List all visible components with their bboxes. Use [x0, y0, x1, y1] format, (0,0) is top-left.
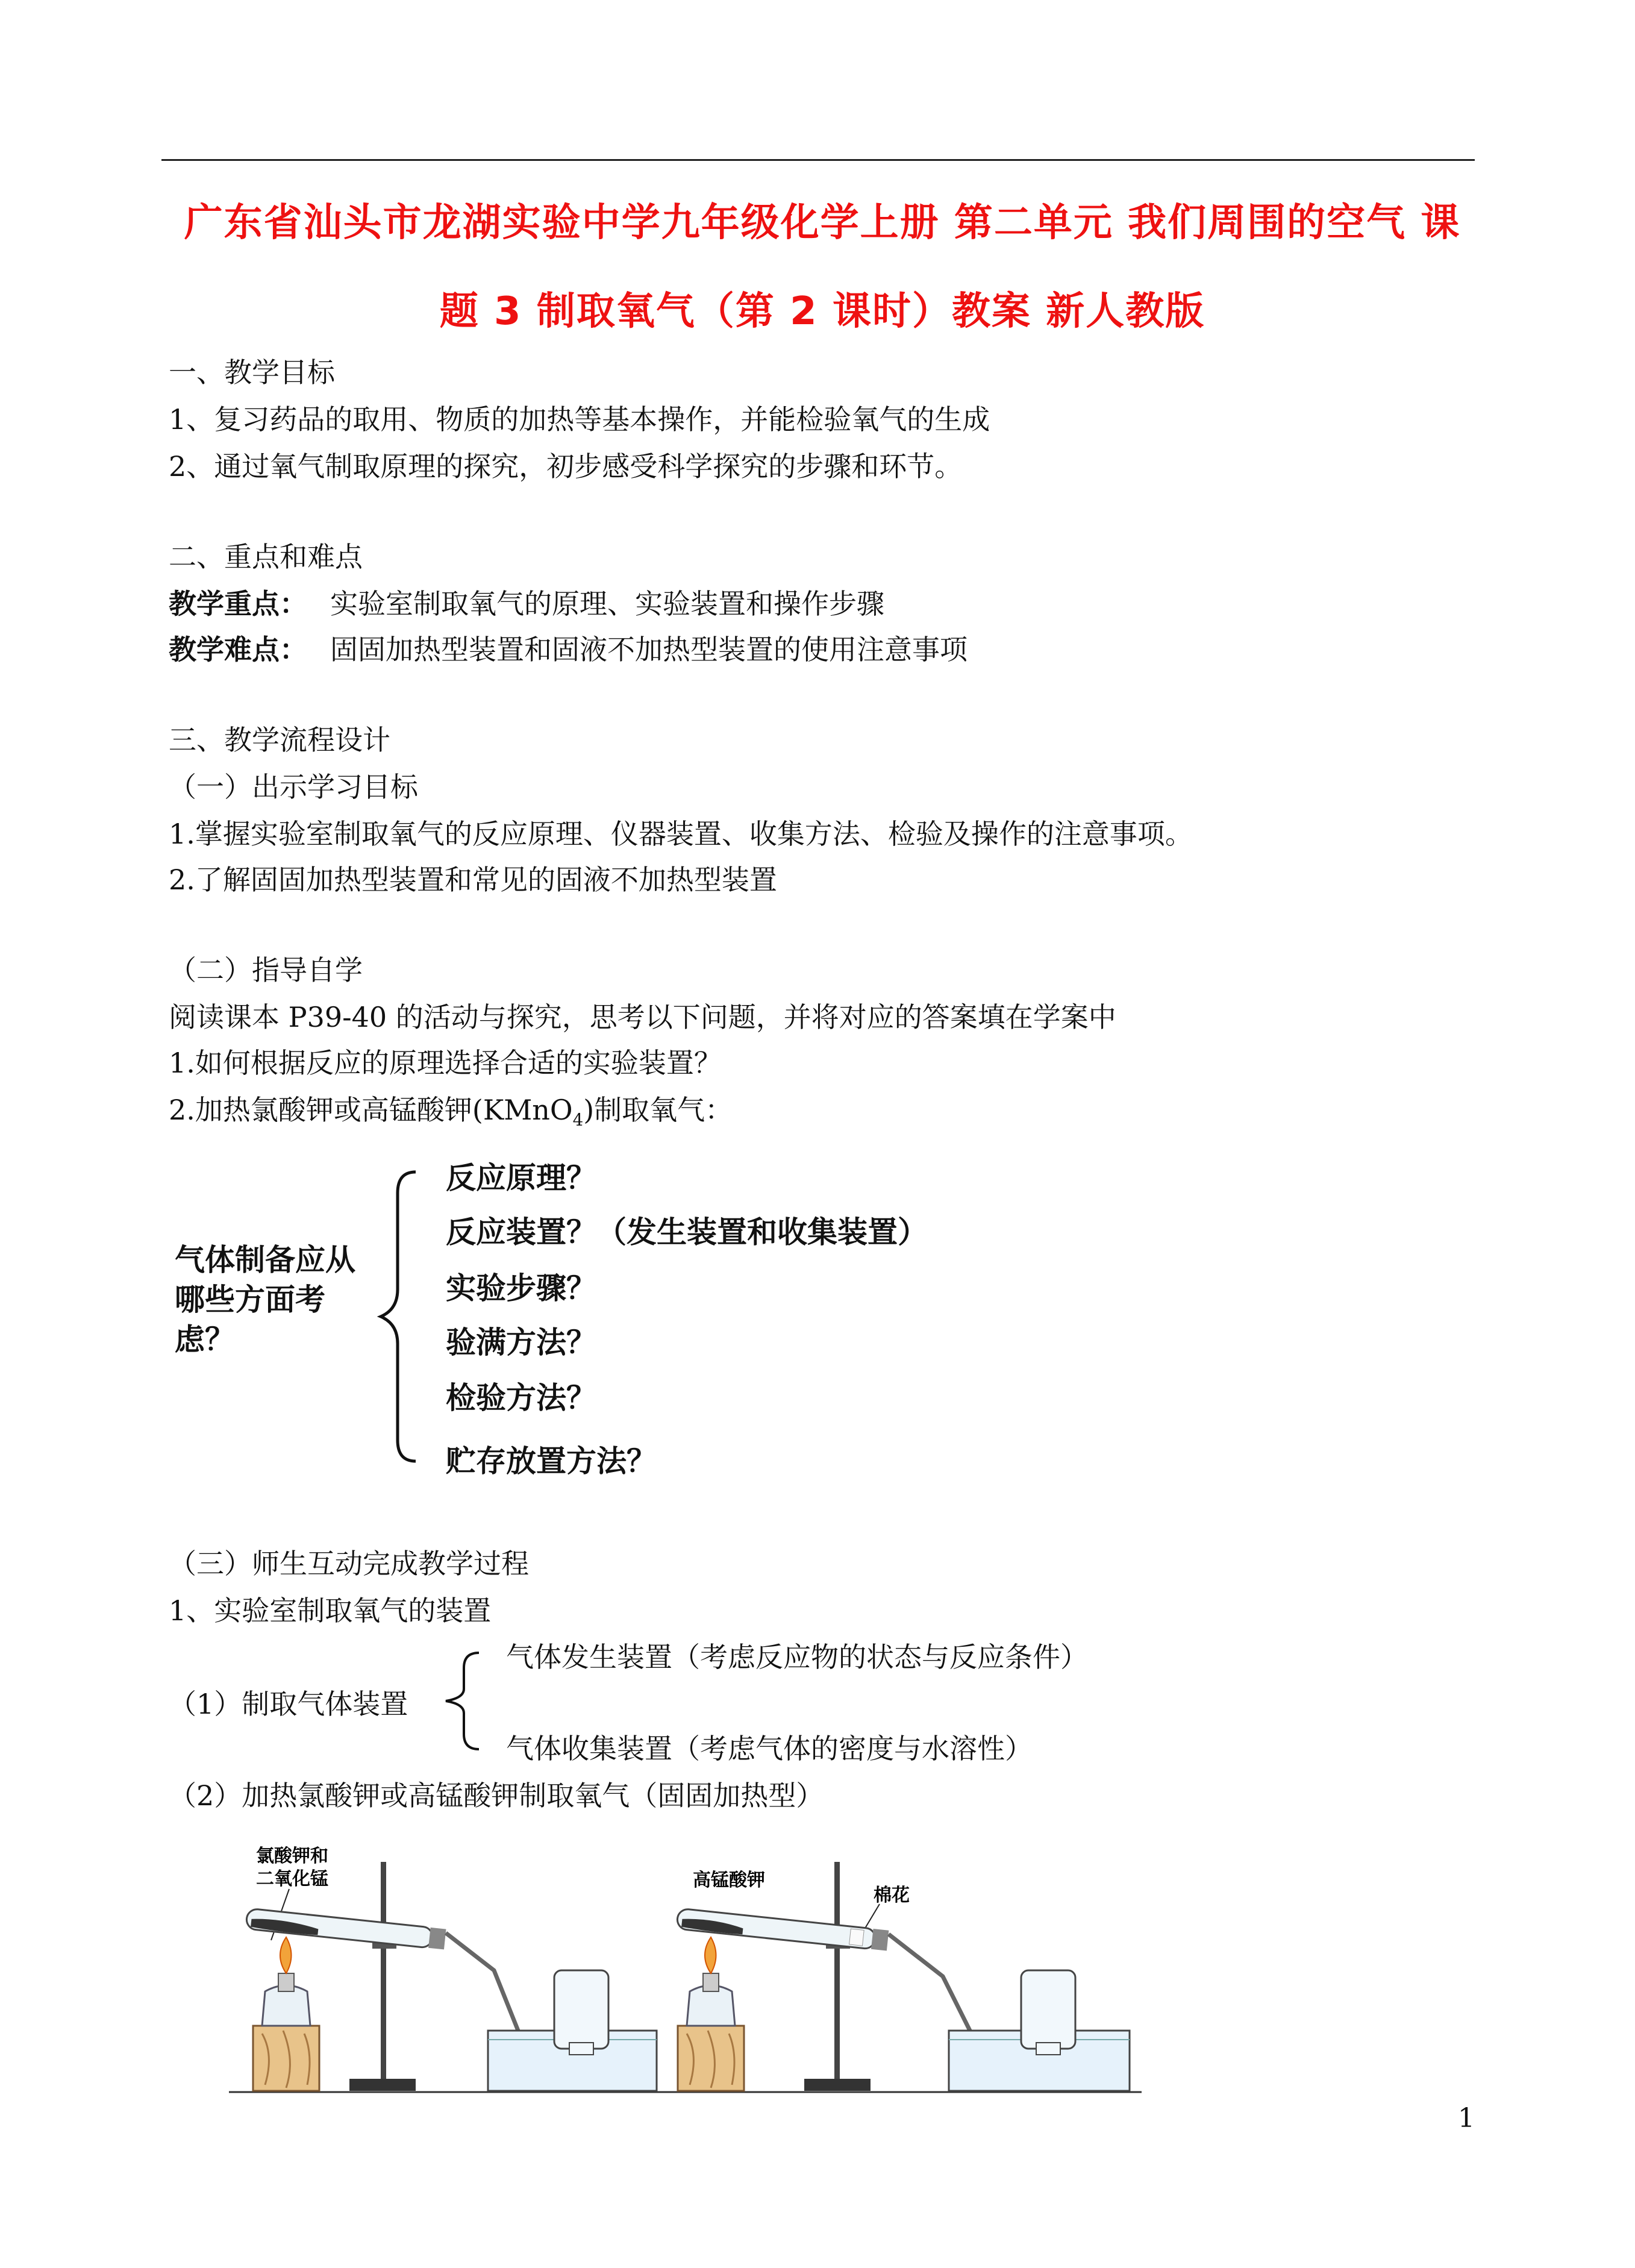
right-label-kmno4: 高锰酸钾	[693, 1870, 765, 1891]
key-point-label: 教学重点：	[169, 587, 307, 620]
q2-prefix: 2.加热氯酸钾或高锰酸钾(KMnO	[169, 1094, 573, 1126]
section1-item-1: 1、复习药品的取用、物质的加热等基本操作，并能检验氧气的生成	[169, 403, 990, 436]
difficulty-row	[169, 631, 968, 668]
left-label-line-2: 二氧化锰	[256, 1869, 328, 1890]
part3-item-1: 1、实验室制取氧气的装置	[169, 1594, 492, 1627]
part1-item-1: 1.掌握实验室制取氧气的反应原理、仪器装置、收集方法、检验及操作的注意事项。	[169, 818, 1193, 850]
left-label-line-1: 氯酸钾和	[256, 1846, 328, 1867]
q2-suffix: )制取氧气：	[583, 1094, 733, 1126]
right-label-cotton: 棉花	[874, 1885, 910, 1906]
header-rule	[161, 159, 1475, 161]
apparatus-figure-left	[229, 1832, 675, 2097]
mindmap-center-line-2: 哪些方面考	[175, 1282, 325, 1317]
mindmap-center-line-3: 虑？	[175, 1322, 235, 1357]
page-number: 1	[1458, 2103, 1475, 2134]
mindmap-branch-1: 反应原理？	[446, 1161, 596, 1195]
mindmap-branch-5: 检验方法？	[446, 1380, 596, 1415]
part3-heading: （三）师生互动完成教学过程	[169, 1547, 529, 1580]
part1-heading: （一）出示学习目标	[169, 771, 418, 803]
section2-heading: 二、重点和难点	[169, 540, 363, 573]
mindmap-branch-4: 验满方法？	[446, 1325, 596, 1360]
part2-question-1: 1.如何根据反应的原理选择合适的实验装置？	[169, 1047, 722, 1079]
section1-item-2: 2、通过氧气制取原理的探究，初步感受科学探究的步骤和环节。	[169, 450, 963, 483]
apparatus-figure-right	[660, 1832, 1142, 2097]
generation-device: 气体发生装置（考虑反应物的状态与反应条件）	[506, 1641, 1088, 1673]
device-brace	[437, 1650, 485, 1752]
part1-item-2: 2.了解固固加热型装置和常见的固液不加热型装置	[169, 863, 777, 896]
mindmap-center-line-1: 气体制备应从	[175, 1242, 355, 1277]
key-point-row	[169, 586, 884, 622]
mindmap-center	[175, 1240, 355, 1359]
difficulty-label: 教学难点：	[169, 633, 307, 666]
title-line-2: 题 3 制取氧气（第 2 课时）教案 新人教版	[439, 289, 1205, 334]
mindmap-brace	[367, 1166, 434, 1467]
q2-subscript: 4	[572, 1110, 584, 1130]
collection-device: 气体收集装置（考虑气体的密度与水溶性）	[506, 1732, 1033, 1765]
difficulty-text: 固固加热型装置和固液不加热型装置的使用注意事项	[330, 633, 968, 666]
mindmap-branch-2: 反应装置？（发生装置和收集装置）	[446, 1215, 928, 1250]
part2-intro: 阅读课本 P39-40 的活动与探究，思考以下问题，并将对应的答案填在学案中	[169, 1001, 1116, 1033]
part2-heading: （二）指导自学	[169, 954, 363, 986]
part3-item-2: （2）加热氯酸钾或高锰酸钾制取氧气（固固加热型）	[169, 1779, 824, 1812]
mindmap-branch-6: 贮存放置方法？	[446, 1444, 657, 1479]
key-point-text: 实验室制取氧气的原理、实验装置和操作步骤	[330, 587, 884, 620]
section3-heading: 三、教学流程设计	[169, 724, 390, 756]
title-line-1: 广东省汕头市龙湖实验中学九年级化学上册 第二单元 我们周围的空气 课	[184, 201, 1461, 245]
mindmap-branch-3: 实验步骤？	[446, 1271, 596, 1306]
gas-device-label: （1）制取气体装置	[169, 1688, 408, 1720]
section1-heading: 一、教学目标	[169, 356, 335, 389]
part2-question-2	[169, 1092, 733, 1138]
